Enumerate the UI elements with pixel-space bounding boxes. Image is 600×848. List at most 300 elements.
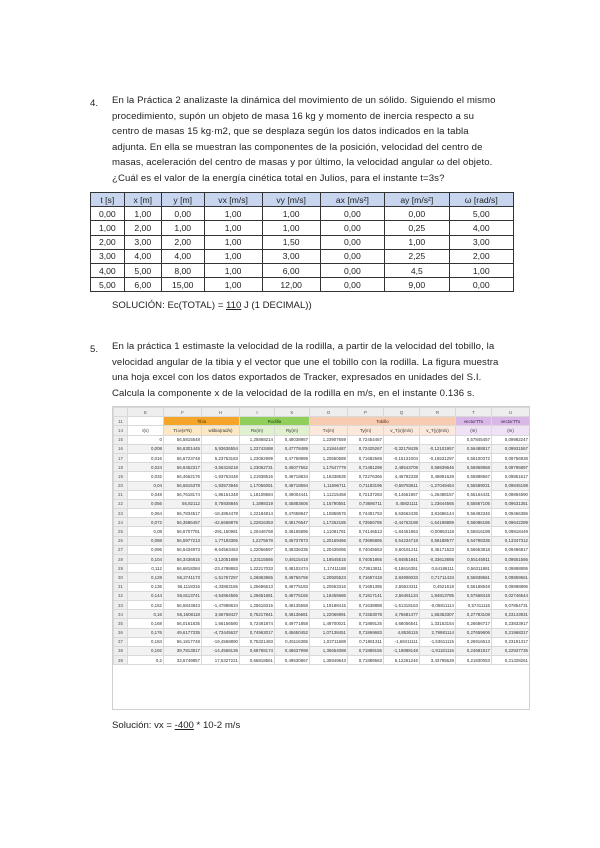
- excel-data-row: [114, 499, 530, 508]
- excel-cell: 0,08: [128, 527, 164, 536]
- excel-cell: 1,20563316: [310, 582, 348, 591]
- excel-cell: [128, 417, 164, 426]
- excel-unit-cell: t(s): [128, 426, 164, 435]
- excel-unit-cell: Rx(m): [240, 426, 275, 435]
- row-number: 32: [114, 591, 128, 600]
- excel-cell: 0,72454467: [348, 435, 384, 444]
- excel-cell: 0,27783108: [456, 610, 492, 619]
- excel-cell: -0,18616351: [384, 564, 420, 573]
- excel-cell: 0,56482346: [456, 509, 492, 518]
- excel-cell: 0,48718834: [275, 472, 310, 481]
- kinematics-table: [90, 192, 514, 292]
- excel-cell: 0,064: [128, 509, 164, 518]
- excel-cell: 0,71691385: [348, 582, 384, 591]
- excel-cell: -3,56319218: [202, 463, 240, 472]
- table-cell: 1,00: [204, 235, 262, 249]
- table-cell: 9,00: [385, 278, 449, 292]
- excel-cell: 33,6749857: [164, 656, 202, 665]
- excel-cell: 1,23062731: [240, 463, 275, 472]
- question-4-line: En la Práctica 2 analizaste la dinámica del movimiento de un sólido. Siguiendo el mismo: [112, 95, 496, 106]
- excel-cell: 56,7618174: [164, 490, 202, 499]
- table-cell: 1,00: [124, 207, 161, 221]
- excel-cell: -1,93573946: [202, 481, 240, 490]
- table-cell: 1,50: [262, 235, 320, 249]
- excel-cell: 0,008: [128, 444, 164, 453]
- excel-cell: 1,16338635: [310, 472, 348, 481]
- excel-cell: -0,12101957: [420, 444, 456, 453]
- excel-cell: 0,09642289: [492, 518, 530, 527]
- table-cell: 8,00: [161, 263, 204, 277]
- excel-data-row: [114, 591, 530, 600]
- excel-data-row: [114, 481, 530, 490]
- table-cell: 2,00: [161, 235, 204, 249]
- excel-cell: 2,48543709: [384, 463, 420, 472]
- kinematics-table-row: [91, 207, 514, 221]
- excel-cell: 1,15790551: [310, 499, 348, 508]
- excel-cell: -1,53611115: [420, 637, 456, 646]
- excel-cell: -1,27049464: [420, 481, 456, 490]
- excel-cell: 0,71638888: [348, 600, 384, 609]
- excel-cell: 1,18455686: [310, 591, 348, 600]
- excel-data-row: [114, 555, 530, 564]
- excel-cell: 0,48336335: [275, 545, 310, 554]
- excel-cell: -1,93763448: [202, 472, 240, 481]
- group-rodilla: Rodilla: [240, 417, 310, 426]
- excel-cell: 2,84906033: [384, 573, 420, 582]
- excel-cell: 1,33163154: [420, 619, 456, 628]
- excel-cell: 0,09551566: [492, 555, 530, 564]
- excel-cell: 0,07854731: [492, 600, 530, 609]
- excel-cell: 0,47758999: [275, 453, 310, 462]
- excel-cell: 56,1817748: [164, 637, 202, 646]
- excel-cell: 56,2741173: [164, 573, 202, 582]
- excel-cell: -0,06811114: [420, 600, 456, 609]
- excel-cell: 0,104: [128, 555, 164, 564]
- excel-cell: 1,35654088: [310, 646, 348, 655]
- excel-cell: 17,5327221: [202, 656, 240, 665]
- excel-cell: 0,136: [128, 582, 164, 591]
- excel-cell: -42,6668878: [202, 518, 240, 527]
- table-cell: 0,00: [320, 278, 384, 292]
- question-5-number: 5.: [90, 344, 99, 355]
- excel-cell: 0,71682569: [348, 453, 384, 462]
- table-cell: 6,00: [262, 263, 320, 277]
- row-number: 22: [114, 499, 128, 508]
- excel-cell: 0,74146513: [348, 527, 384, 536]
- row-number: 21: [114, 490, 128, 499]
- excel-column-letter: E: [128, 408, 164, 417]
- row-number: 27: [114, 545, 128, 554]
- solution-unit: J (1 DECIMAL)): [243, 300, 312, 311]
- excel-cell: 0,09982247: [492, 435, 530, 444]
- excel-cell: 0,68768174: [240, 646, 275, 655]
- excel-cell: 0,71697418: [348, 573, 384, 582]
- excel-cell: 0,47778489: [275, 444, 310, 453]
- excel-cell: 4,75681477: [384, 610, 420, 619]
- excel-data-row: [114, 444, 530, 453]
- excel-cell: 1,23115565: [240, 555, 275, 564]
- row-number: 33: [114, 600, 128, 609]
- excel-cell: 1,56353307: [420, 610, 456, 619]
- excel-cell: 0,73556785: [348, 518, 384, 527]
- excel-cell: 3,66768427: [202, 610, 240, 619]
- excel-data-row: [114, 600, 530, 609]
- group-vector-x: vectorTTo: [456, 417, 492, 426]
- excel-cell: 1,02711688: [310, 637, 348, 646]
- table-cell: 4,00: [161, 249, 204, 263]
- excel-unit-cell: (m): [456, 426, 492, 435]
- excel-cell: -1,68411111: [384, 637, 420, 646]
- excel-cell: 0,57411116: [456, 600, 492, 609]
- question-4-line: masas, aceleración del centro de masas y por último, la velocidad angular ω del objeto.: [112, 157, 493, 169]
- excel-cell: 0,48775183: [275, 582, 310, 591]
- table-cell: 15,00: [161, 278, 204, 292]
- excel-cell: 1,17056051: [240, 481, 275, 490]
- excel-cell: 2,79981114: [420, 628, 456, 637]
- excel-cell: 0,71889125: [348, 619, 384, 628]
- excel-data-row: [114, 490, 530, 499]
- excel-cell: 3,81686144: [420, 509, 456, 518]
- excel-cell: 1,21938516: [240, 472, 275, 481]
- excel-cell: 0,75938846: [202, 499, 240, 508]
- excel-cell: 0,48115418: [275, 555, 310, 564]
- excel-cell: 56,3586457: [164, 518, 202, 527]
- excel-cell: 6,12261246: [384, 656, 420, 665]
- row-number: 29: [114, 564, 128, 573]
- excel-cell: 0,09859561: [492, 573, 530, 582]
- excel-cell: 56,8113741: [164, 591, 202, 600]
- excel-cell: -18,4854478: [202, 509, 240, 518]
- row-number: 11: [114, 417, 128, 426]
- excel-cell: 0,184: [128, 637, 164, 646]
- excel-cell: 0,48775165: [275, 591, 310, 600]
- row-number: 31: [114, 582, 128, 591]
- excel-cell: 4,68056541: [384, 619, 420, 628]
- excel-cell: 0,73695865: [348, 536, 384, 545]
- table-cell: 1,00: [204, 278, 262, 292]
- excel-cell: 1,25696613: [240, 582, 275, 591]
- excel-cell: -1,47888634: [202, 600, 240, 609]
- excel-data-row: [114, 637, 530, 646]
- excel-cell: -0,32178439: [384, 444, 420, 453]
- excel-cell: 0,58839646: [420, 463, 456, 472]
- excel-cell: 1,23743488: [240, 444, 275, 453]
- excel-cell: 1,17547779: [310, 463, 348, 472]
- kinematics-table-row: [91, 278, 514, 292]
- excel-cell: 0,73613811: [348, 564, 384, 573]
- excel-cell: 1,20169466: [310, 536, 348, 545]
- question-4-text: [112, 93, 512, 187]
- table-cell: 0,00: [320, 249, 384, 263]
- excel-data-row: [114, 545, 530, 554]
- row-number: 14: [114, 426, 128, 435]
- table-cell: 12,00: [262, 278, 320, 292]
- excel-cell: 0,22937735: [492, 646, 530, 655]
- excel-units-row: [114, 426, 530, 435]
- excel-unit-cell: v_T(y)(m/s): [420, 426, 456, 435]
- excel-column-letter: U: [492, 408, 530, 417]
- excel-cell: 0,48038957: [275, 435, 310, 444]
- excel-cell: 0,096: [128, 545, 164, 554]
- excel-cell: 56,6818384: [164, 564, 202, 573]
- row-number: 23: [114, 509, 128, 518]
- row-number: 39: [114, 656, 128, 665]
- excel-cell: 0,48102474: [275, 564, 310, 573]
- excel-data-row: [114, 453, 530, 462]
- excel-cell: 0,23833917: [492, 619, 530, 628]
- excel-cell: 1,18545515: [310, 555, 348, 564]
- excel-cell: 4,46782338: [384, 472, 420, 481]
- question-5-line: Calcula la componente x de la velocidad de la rodilla en m/s, en el instante 0.136 s.: [112, 387, 475, 399]
- excel-cell: -9,64563463: [202, 545, 240, 554]
- excel-cell: 0,45821111: [384, 499, 420, 508]
- excel-cell: 0,55816198: [456, 527, 492, 536]
- excel-cell: 1,26863965: [240, 573, 275, 582]
- excel-cell: 1,35949643: [310, 656, 348, 665]
- row-number: 35: [114, 619, 128, 628]
- excel-cell: 0,56311881: [456, 564, 492, 573]
- excel-cell: 0,71711434: [420, 573, 456, 582]
- excel-cell: 0,09795897: [492, 463, 530, 472]
- excel-data-row: [114, 619, 530, 628]
- excel-cell: 0,55145811: [456, 555, 492, 564]
- table-cell: 0,00: [385, 207, 449, 221]
- excel-cell: 0,45077562: [275, 463, 310, 472]
- excel-cell: 1,2275678: [240, 536, 275, 545]
- excel-cell: -2,44763198: [384, 518, 420, 527]
- excel-cell: 0,128: [128, 573, 164, 582]
- excel-cell: 0,21830053: [456, 656, 492, 665]
- excel-cell: -19,4568890: [202, 637, 240, 646]
- header-x: x [m]: [124, 193, 161, 207]
- excel-cell: -0,84851841: [384, 555, 420, 564]
- excel-cell: 0,75321483: [240, 637, 275, 646]
- excel-cell: 56,5977213: [164, 536, 202, 545]
- excel-column-letter: R: [420, 408, 456, 417]
- excel-data-row: [114, 656, 530, 665]
- excel-cell: -1,51318163: [384, 600, 420, 609]
- group-vector-y: vectorTTo: [492, 417, 530, 426]
- solution-value: 110: [226, 300, 242, 311]
- excel-unit-cell: (m): [492, 426, 530, 435]
- excel-cell: 56,0161835: [164, 619, 202, 628]
- excel-cell: 1,23644565: [420, 499, 456, 508]
- excel-cell: 0,45737873: [275, 536, 310, 545]
- excel-cell: 0,21328261: [492, 656, 530, 665]
- excel-cell: -0,16531297: [420, 453, 456, 462]
- excel-cell: 0,21968317: [492, 628, 530, 637]
- excel-cell: 0,71481298: [348, 463, 384, 472]
- excel-cell: 0,45650452: [275, 628, 310, 637]
- table-cell: 0,00: [449, 278, 514, 292]
- excel-cell: 0,23143931: [492, 610, 530, 619]
- excel-unit-cell: Ty(m): [348, 426, 384, 435]
- excel-cell: 0,48176647: [275, 518, 310, 527]
- excel-cell: 56,6815378: [164, 481, 202, 490]
- excel-cell: 0,4521618: [420, 582, 456, 591]
- excel-cell: 0,55938661: [456, 573, 492, 582]
- excel-cell: 0,09631351: [492, 499, 530, 508]
- excel-cell: 56,4662176: [164, 472, 202, 481]
- excel-cell: 0,71889155: [348, 646, 384, 655]
- excel-cell: -0,14561957: [384, 490, 420, 499]
- excel-cell: 0,71817141: [348, 591, 384, 600]
- excel-cell: 0,48718594: [275, 481, 310, 490]
- excel-cell: 0,64186111: [420, 564, 456, 573]
- excel-cell: 1,21844487: [310, 444, 348, 453]
- row-number: 17: [114, 453, 128, 462]
- excel-cell: 0,09756938: [492, 453, 530, 462]
- excel-cell: 0,48756759: [275, 573, 310, 582]
- excel-cell: 56,7834517: [164, 509, 202, 518]
- row-number: 20: [114, 481, 128, 490]
- excel-cell: 0,16: [128, 610, 164, 619]
- excel-cell: 6,63662435: [384, 509, 420, 518]
- row-number: 36: [114, 628, 128, 637]
- excel-cell: 1,20435086: [310, 545, 348, 554]
- excel-cell: [420, 435, 456, 444]
- row-number: 19: [114, 472, 128, 481]
- excel-cell: 1,22066991: [310, 610, 348, 619]
- excel-cell: 0,04: [128, 481, 164, 490]
- excel-cell: 1,22816353: [240, 518, 275, 527]
- excel-cell: 0,71869683: [348, 628, 384, 637]
- excel-cell: 0,48155895: [275, 527, 310, 536]
- excel-cell: 1,11596711: [310, 481, 348, 490]
- excel-cell: 0,48135558: [275, 600, 310, 609]
- table-cell: 1,00: [204, 263, 262, 277]
- excel-column-letter: O: [310, 408, 348, 417]
- excel-sheet-screenshot: [112, 406, 530, 710]
- question-4-line: adjunta. En ella se muestran las componentes de la posición, velocidad del centro de: [112, 141, 483, 153]
- solution-label: SOLUCIÓN: Ec(TOTAL) =: [112, 300, 224, 311]
- excel-cell: 5,23763183: [202, 453, 240, 462]
- kinematics-table-row: [91, 221, 514, 235]
- table-cell: 0,00: [320, 263, 384, 277]
- table-cell: 1,00: [204, 221, 262, 235]
- excel-cell: 56,6452317: [164, 463, 202, 472]
- table-cell: 4,00: [449, 221, 514, 235]
- excel-cell: 0,54234718: [384, 536, 420, 545]
- excel-cell: -1,26488157: [420, 490, 456, 499]
- excel-cell: -0,33613655: [420, 555, 456, 564]
- excel-unit-cell: wtibia(rad/s): [202, 426, 240, 435]
- excel-cell: 2,55624311: [384, 582, 420, 591]
- excel-data-row: [114, 463, 530, 472]
- excel-cell: 0,56188548: [456, 582, 492, 591]
- excel-cell: 1,11081781: [310, 527, 348, 536]
- excel-cell: 1,10858576: [310, 509, 348, 518]
- table-cell: 4,00: [124, 249, 161, 263]
- excel-column-letter: [114, 408, 128, 417]
- kinematics-table-row: [91, 235, 514, 249]
- excel-cell: [202, 435, 240, 444]
- excel-data-row: [114, 435, 530, 444]
- excel-cell: 1,23907659: [310, 435, 348, 444]
- table-cell: 1,00: [91, 221, 125, 235]
- table-cell: 1,00: [385, 235, 449, 249]
- group-tobillo: Tobillo: [310, 417, 456, 426]
- excel-cell: 0,47658847: [275, 509, 310, 518]
- excel-cell: 56,5434973: [164, 545, 202, 554]
- excel-cell: -0,00863118: [420, 527, 456, 536]
- row-number: 34: [114, 610, 128, 619]
- excel-cell: 1,20446768: [240, 527, 275, 536]
- row-number: 24: [114, 518, 128, 527]
- excel-cell: 0,57568418: [456, 591, 492, 600]
- excel-cell: 0,71881311: [348, 637, 384, 646]
- excel-cell: -4,73445637: [202, 628, 240, 637]
- table-cell: 0,00: [91, 207, 125, 221]
- excel-cell: -1,86161348: [202, 490, 240, 499]
- excel-cell: 1,20560589: [310, 453, 348, 462]
- header-vy: vy [m/s]: [262, 193, 320, 207]
- row-number: 37: [114, 637, 128, 646]
- header-t: t [s]: [91, 193, 125, 207]
- excel-cell: 0,45883606: [275, 499, 310, 508]
- table-cell: 1,00: [204, 207, 262, 221]
- question-5-text: [112, 339, 512, 401]
- excel-cell: 0,09888895: [492, 564, 530, 573]
- excel-cell: 0,72137283: [348, 490, 384, 499]
- excel-column-letter: H: [202, 408, 240, 417]
- excel-column-letter: Q: [384, 408, 420, 417]
- excel-cell: 0,09845198: [492, 481, 530, 490]
- excel-cell: 0,088: [128, 536, 164, 545]
- excel-cell: 1,17262185: [310, 518, 348, 527]
- row-number: 25: [114, 527, 128, 536]
- excel-cell: 1,25618316: [240, 600, 275, 609]
- excel-cell: 56,3436815: [164, 555, 202, 564]
- excel-cell: 56,1608118: [164, 610, 202, 619]
- question-4-line: ¿Cuál es el valor de la energía cinética total en Julios, para el instante t=3s?: [112, 172, 445, 184]
- row-number: 30: [114, 573, 128, 582]
- excel-cell: 4,8536115: [384, 628, 420, 637]
- excel-cell: -23,4788883: [202, 564, 240, 573]
- question-4-number: 4.: [90, 98, 99, 109]
- excel-cell: 1,07138451: [310, 628, 348, 637]
- excel-cell: 0,048: [128, 490, 164, 499]
- excel-cell: 0,49891628: [420, 472, 456, 481]
- excel-cell: 0,09894590: [492, 490, 530, 499]
- kinematics-table-header: [91, 193, 514, 207]
- excel-column-headers: [114, 408, 530, 417]
- excel-cell: 0,192: [128, 646, 164, 655]
- excel-group-row: [114, 417, 530, 426]
- excel-column-letter: K: [275, 408, 310, 417]
- excel-cell: 56,5815548: [164, 435, 202, 444]
- excel-cell: -3,12051889: [202, 555, 240, 564]
- excel-unit-cell: Tx(m): [310, 426, 348, 435]
- excel-cell: 0,02746544: [492, 591, 530, 600]
- excel-cell: -1,64198889: [420, 518, 456, 527]
- excel-cell: 0,09931567: [492, 444, 530, 453]
- excel-cell: 0,72425267: [348, 444, 384, 453]
- excel-cell: 0,056: [128, 499, 164, 508]
- excel-unit-cell: v_T(x)(m/s): [384, 426, 420, 435]
- table-cell: 5,00: [91, 278, 125, 292]
- excel-cell: 0,45171523: [420, 545, 456, 554]
- solution-value: -400: [174, 720, 194, 731]
- excel-cell: 0,55958968: [456, 463, 492, 472]
- excel-cell: 0,26686717: [456, 619, 492, 628]
- solution-label: Solución: vx =: [112, 720, 172, 731]
- table-cell: 1,00: [161, 221, 204, 235]
- excel-cell: 5,93636554: [202, 444, 240, 453]
- excel-data-row: [114, 582, 530, 591]
- header-ax: ax [m/s²]: [320, 193, 384, 207]
- table-cell: 3,00: [91, 249, 125, 263]
